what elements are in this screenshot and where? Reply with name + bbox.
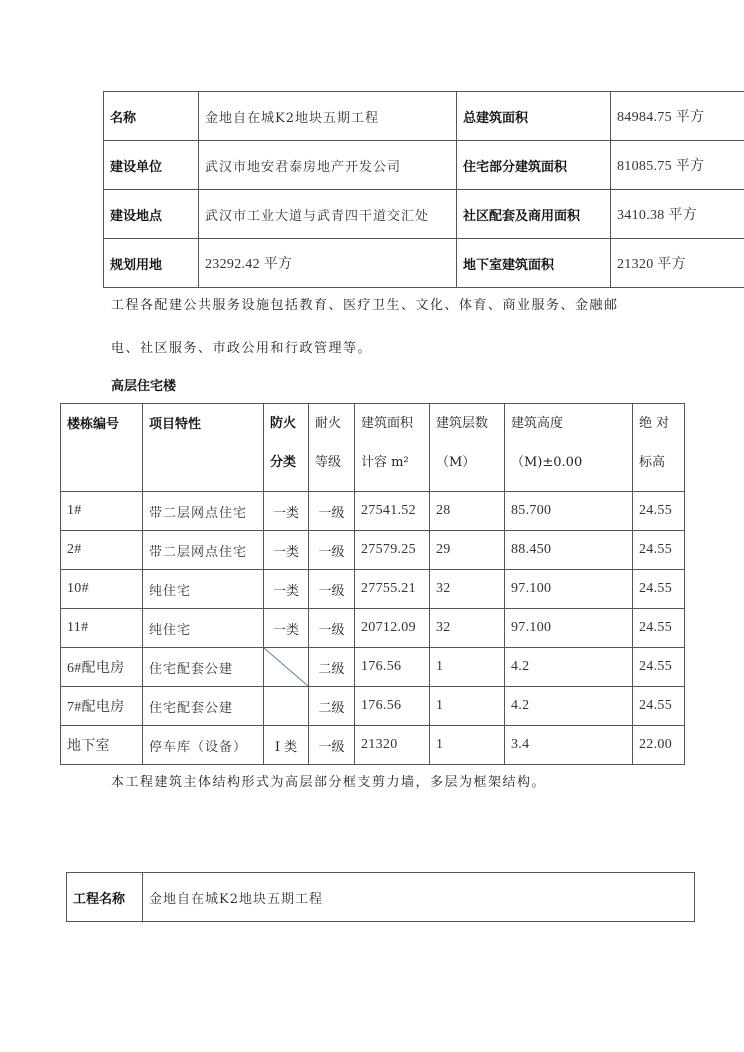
cell-project-type: 带二层网点住宅 bbox=[143, 492, 264, 531]
cell-project-type: 纯住宅 bbox=[143, 570, 264, 609]
header-fire-rating bbox=[309, 404, 355, 492]
paragraph-facilities-line1: 工程各配建公共服务设施包括教育、医疗卫生、文化、体育、商业服务、金融邮 bbox=[111, 298, 619, 313]
cell-floors: 32 bbox=[430, 609, 505, 648]
cell-floors: 1 bbox=[430, 687, 505, 726]
value-basement-area: 21320 平方 bbox=[611, 239, 744, 288]
cell-abs-elevation: 24.55 bbox=[633, 609, 685, 648]
table-row bbox=[104, 141, 744, 190]
header-area bbox=[355, 404, 430, 492]
cell-abs-elevation: 24.55 bbox=[633, 687, 685, 726]
cell-fire-class: 一类 bbox=[264, 609, 309, 648]
header-text: 耐火 bbox=[315, 416, 342, 431]
table-row bbox=[104, 92, 744, 141]
table-row bbox=[61, 531, 685, 570]
table-row bbox=[61, 609, 685, 648]
header-abs-elevation bbox=[633, 404, 685, 492]
project-info-table bbox=[103, 91, 744, 288]
header-text: 等级 bbox=[315, 455, 342, 470]
cell-height: 97.100 bbox=[505, 609, 633, 648]
cell-project-type: 住宅配套公建 bbox=[143, 687, 264, 726]
cell-project-type: 停车库（设备） bbox=[143, 726, 264, 765]
header-text: 项目特性 bbox=[149, 417, 202, 432]
header-text: 标高 bbox=[639, 455, 666, 470]
cell-building-id: 7#配电房 bbox=[61, 687, 143, 726]
cell-building-id: 1# bbox=[61, 492, 143, 531]
table-row bbox=[104, 239, 744, 288]
header-text: 绝 对 bbox=[639, 416, 670, 431]
header-text: 建筑面积 bbox=[361, 416, 414, 431]
paragraph-structure: 本工程建筑主体结构形式为高层部分框支剪力墙，多层为框架结构。 bbox=[111, 775, 547, 790]
cell-fire-class: 一类 bbox=[264, 492, 309, 531]
label-community-area: 社区配套及商用面积 bbox=[457, 190, 611, 239]
header-text: 建筑高度 bbox=[511, 416, 564, 431]
label-name: 名称 bbox=[104, 92, 199, 141]
cell-height: 97.100 bbox=[505, 570, 633, 609]
cell-project-type: 带二层网点住宅 bbox=[143, 531, 264, 570]
cell-abs-elevation: 24.55 bbox=[633, 648, 685, 687]
cell-floors: 29 bbox=[430, 531, 505, 570]
table-row bbox=[61, 726, 685, 765]
cell-floors: 1 bbox=[430, 648, 505, 687]
cell-building-id: 地下室 bbox=[61, 726, 143, 765]
value-name: 金地自在城K2地块五期工程 bbox=[199, 92, 457, 141]
label-project-name: 工程名称 bbox=[67, 873, 143, 922]
cell-height: 88.450 bbox=[505, 531, 633, 570]
value-developer: 武汉市地安君泰房地产开发公司 bbox=[199, 141, 457, 190]
cell-floors: 1 bbox=[430, 726, 505, 765]
cell-area: 27755.21 bbox=[355, 570, 430, 609]
table-row bbox=[104, 190, 744, 239]
cell-building-id: 11# bbox=[61, 609, 143, 648]
cell-fire-rating: 一级 bbox=[309, 609, 355, 648]
buildings-table bbox=[60, 403, 685, 765]
cell-floors: 32 bbox=[430, 570, 505, 609]
table-row bbox=[61, 687, 685, 726]
header-text: 防火 bbox=[270, 416, 297, 431]
cell-building-id: 10# bbox=[61, 570, 143, 609]
cell-fire-rating: 一级 bbox=[309, 492, 355, 531]
cell-area: 176.56 bbox=[355, 687, 430, 726]
cell-height: 4.2 bbox=[505, 687, 633, 726]
value-community-area: 3410.38 平方 bbox=[611, 190, 744, 239]
header-building-id bbox=[61, 404, 143, 492]
value-location: 武汉市工业大道与武青四干道交汇处 bbox=[199, 190, 457, 239]
header-text: 分类 bbox=[270, 455, 297, 470]
cell-fire-class bbox=[264, 648, 309, 687]
cell-fire-class: 一类 bbox=[264, 531, 309, 570]
cell-project-type: 纯住宅 bbox=[143, 609, 264, 648]
header-text: （M)±0.00 bbox=[511, 455, 583, 470]
header-text: （M） bbox=[436, 455, 476, 470]
cell-height: 3.4 bbox=[505, 726, 633, 765]
table-row bbox=[61, 648, 685, 687]
project-name-table bbox=[66, 872, 695, 922]
table-header-row bbox=[61, 404, 685, 492]
value-residential-area: 81085.75 平方 bbox=[611, 141, 744, 190]
cell-area: 20712.09 bbox=[355, 609, 430, 648]
label-planned-land: 规划用地 bbox=[104, 239, 199, 288]
cell-area: 27541.52 bbox=[355, 492, 430, 531]
cell-abs-elevation: 24.55 bbox=[633, 531, 685, 570]
cell-project-type: 住宅配套公建 bbox=[143, 648, 264, 687]
header-text: 计容 m² bbox=[361, 455, 409, 470]
cell-fire-class: I 类 bbox=[264, 726, 309, 765]
header-text: 建筑层数 bbox=[436, 416, 489, 431]
cell-fire-rating: 一级 bbox=[309, 531, 355, 570]
header-project-type bbox=[143, 404, 264, 492]
label-total-area: 总建筑面积 bbox=[457, 92, 611, 141]
table-row bbox=[61, 492, 685, 531]
cell-fire-rating: 一级 bbox=[309, 570, 355, 609]
cell-area: 176.56 bbox=[355, 648, 430, 687]
value-project-name: 金地自在城K2地块五期工程 bbox=[143, 873, 695, 922]
cell-fire-class bbox=[264, 687, 309, 726]
cell-abs-elevation: 24.55 bbox=[633, 492, 685, 531]
cell-fire-rating: 二级 bbox=[309, 648, 355, 687]
cell-abs-elevation: 22.00 bbox=[633, 726, 685, 765]
label-basement-area: 地下室建筑面积 bbox=[457, 239, 611, 288]
header-height bbox=[505, 404, 633, 492]
value-planned-land: 23292.42 平方 bbox=[199, 239, 457, 288]
cell-area: 27579.25 bbox=[355, 531, 430, 570]
section-title: 高层住宅楼 bbox=[111, 379, 177, 394]
header-text: 楼栋编号 bbox=[67, 417, 120, 432]
paragraph-facilities-line2: 电、社区服务、市政公用和行政管理等。 bbox=[111, 341, 373, 356]
cell-fire-rating: 二级 bbox=[309, 687, 355, 726]
cell-area: 21320 bbox=[355, 726, 430, 765]
header-floors bbox=[430, 404, 505, 492]
cell-height: 85.700 bbox=[505, 492, 633, 531]
table-row bbox=[61, 570, 685, 609]
cell-fire-rating: 一级 bbox=[309, 726, 355, 765]
label-residential-area: 住宅部分建筑面积 bbox=[457, 141, 611, 190]
label-developer: 建设单位 bbox=[104, 141, 199, 190]
table-row bbox=[67, 873, 695, 922]
value-total-area: 84984.75 平方 bbox=[611, 92, 744, 141]
cell-fire-class: 一类 bbox=[264, 570, 309, 609]
cell-height: 4.2 bbox=[505, 648, 633, 687]
cell-building-id: 2# bbox=[61, 531, 143, 570]
cell-abs-elevation: 24.55 bbox=[633, 570, 685, 609]
cell-floors: 28 bbox=[430, 492, 505, 531]
cell-building-id: 6#配电房 bbox=[61, 648, 143, 687]
diagonal-slash bbox=[264, 648, 308, 686]
header-fire-class bbox=[264, 404, 309, 492]
label-location: 建设地点 bbox=[104, 190, 199, 239]
